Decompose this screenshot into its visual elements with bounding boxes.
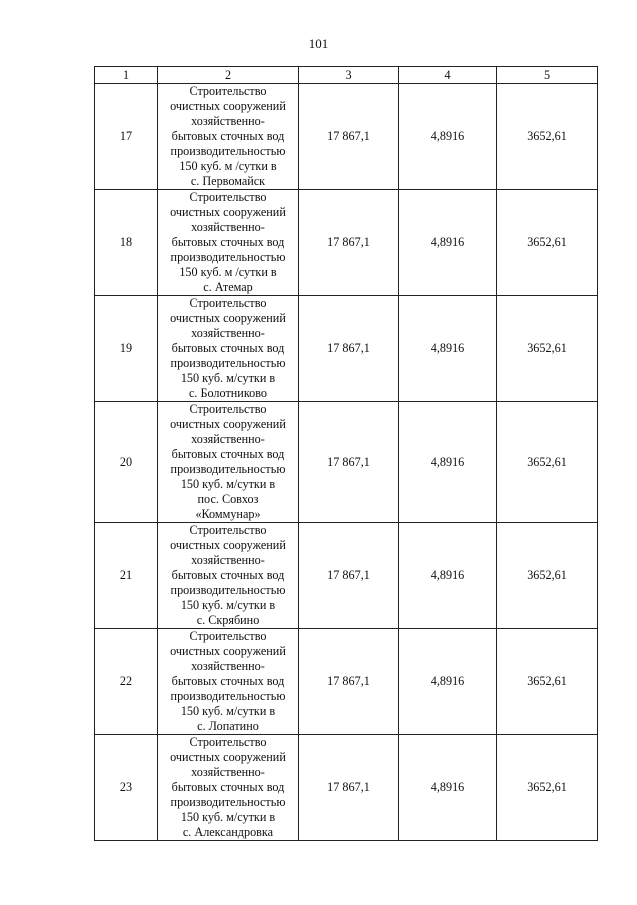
description-line: хозяйственно-: [191, 220, 265, 234]
description-line: Строительство: [189, 296, 267, 310]
description-line: бытовых сточных вод: [171, 341, 285, 355]
value-cell-col3: 17 867,1: [299, 629, 399, 735]
description-line: очистных сооружений: [170, 417, 286, 431]
value-cell-col3: 17 867,1: [299, 296, 399, 402]
page-number: 101: [308, 36, 329, 51]
value-cell-col3: 17 867,1: [299, 190, 399, 296]
description-line: производительностью: [170, 689, 286, 703]
value-cell-col5: 3652,61: [497, 190, 598, 296]
row-number-cell: 23: [95, 735, 158, 841]
description-line: бытовых сточных вод: [171, 235, 285, 249]
description-cell: [158, 402, 299, 523]
description-line: хозяйственно-: [191, 553, 265, 567]
description-line: Строительство: [189, 84, 267, 98]
column-header-3: 3: [299, 67, 399, 84]
column-header-2: 2: [158, 67, 299, 84]
description-line: бытовых сточных вод: [171, 447, 285, 461]
row-number-cell: 21: [95, 523, 158, 629]
row-number-cell: 22: [95, 629, 158, 735]
description-line: производительностью: [170, 144, 286, 158]
value-cell-col3: 17 867,1: [299, 84, 399, 190]
description-line: 150 куб. м /сутки в: [179, 265, 277, 279]
description-cell: [158, 296, 299, 402]
description-cell: [158, 735, 299, 841]
value-cell-col5: 3652,61: [497, 629, 598, 735]
description-line: Строительство: [189, 523, 267, 537]
column-header-5: 5: [497, 67, 598, 84]
description-line: очистных сооружений: [170, 644, 286, 658]
description-line: очистных сооружений: [170, 538, 286, 552]
value-cell-col4: 4,8916: [399, 735, 497, 841]
table-row: [95, 523, 598, 629]
description-line: хозяйственно-: [191, 765, 265, 779]
description-cell: [158, 523, 299, 629]
table-row: [95, 735, 598, 841]
value-cell-col4: 4,8916: [399, 402, 497, 523]
description-line: 150 куб. м/сутки в: [180, 810, 276, 824]
description-line: производительностью: [170, 462, 286, 476]
value-cell-col4: 4,8916: [399, 523, 497, 629]
description-line: бытовых сточных вод: [171, 674, 285, 688]
value-cell-col5: 3652,61: [497, 84, 598, 190]
description-line: с. Болотниково: [189, 386, 267, 400]
table-row: [95, 84, 598, 190]
table-row: [95, 629, 598, 735]
description-line: хозяйственно-: [191, 114, 265, 128]
cost-table: [94, 66, 598, 841]
table-row: [95, 190, 598, 296]
description-line: 150 куб. м /сутки в: [179, 159, 277, 173]
description-line: 150 куб. м/сутки в: [180, 598, 276, 612]
value-cell-col3: 17 867,1: [299, 523, 399, 629]
row-number-cell: 17: [95, 84, 158, 190]
description-line: 150 куб. м/сутки в: [180, 477, 276, 491]
description-cell: [158, 84, 299, 190]
value-cell-col4: 4,8916: [399, 296, 497, 402]
description-line: «Коммунар»: [195, 507, 261, 521]
description-line: хозяйственно-: [191, 326, 265, 340]
description-line: с. Александровка: [182, 825, 274, 839]
description-line: с. Атемар: [203, 280, 253, 294]
description-line: Строительство: [189, 629, 267, 643]
description-line: бытовых сточных вод: [171, 129, 285, 143]
row-number-cell: 18: [95, 190, 158, 296]
description-line: Строительство: [189, 190, 267, 204]
description-line: пос. Совхоз: [197, 492, 259, 506]
row-number-cell: 19: [95, 296, 158, 402]
value-cell-col3: 17 867,1: [299, 735, 399, 841]
value-cell-col4: 4,8916: [399, 84, 497, 190]
column-header-4: 4: [399, 67, 497, 84]
description-line: Строительство: [189, 735, 267, 749]
table-row: [95, 402, 598, 523]
value-cell-col4: 4,8916: [399, 629, 497, 735]
description-line: Строительство: [189, 402, 267, 416]
table-row: [95, 296, 598, 402]
description-line: хозяйственно-: [191, 659, 265, 673]
description-line: производительностью: [170, 795, 286, 809]
row-number-cell: 20: [95, 402, 158, 523]
description-line: с. Первомайск: [190, 174, 266, 188]
description-line: очистных сооружений: [170, 311, 286, 325]
value-cell-col3: 17 867,1: [299, 402, 399, 523]
column-header-1: 1: [95, 67, 158, 84]
description-line: 150 куб. м/сутки в: [180, 704, 276, 718]
description-line: бытовых сточных вод: [171, 568, 285, 582]
description-cell: [158, 629, 299, 735]
value-cell-col5: 3652,61: [497, 402, 598, 523]
value-cell-col4: 4,8916: [399, 190, 497, 296]
value-cell-col5: 3652,61: [497, 523, 598, 629]
description-line: производительностью: [170, 583, 286, 597]
description-line: с. Лопатино: [197, 719, 259, 733]
value-cell-col5: 3652,61: [497, 735, 598, 841]
description-line: хозяйственно-: [191, 432, 265, 446]
description-line: очистных сооружений: [170, 99, 286, 113]
description-line: производительностью: [170, 250, 286, 264]
description-line: с. Скрябино: [196, 613, 260, 627]
description-line: очистных сооружений: [170, 205, 286, 219]
description-cell: [158, 190, 299, 296]
value-cell-col5: 3652,61: [497, 296, 598, 402]
description-line: бытовых сточных вод: [171, 780, 285, 794]
description-line: очистных сооружений: [170, 750, 286, 764]
table-header-row: [95, 67, 598, 84]
description-line: производительностью: [170, 356, 286, 370]
description-line: 150 куб. м/сутки в: [180, 371, 276, 385]
